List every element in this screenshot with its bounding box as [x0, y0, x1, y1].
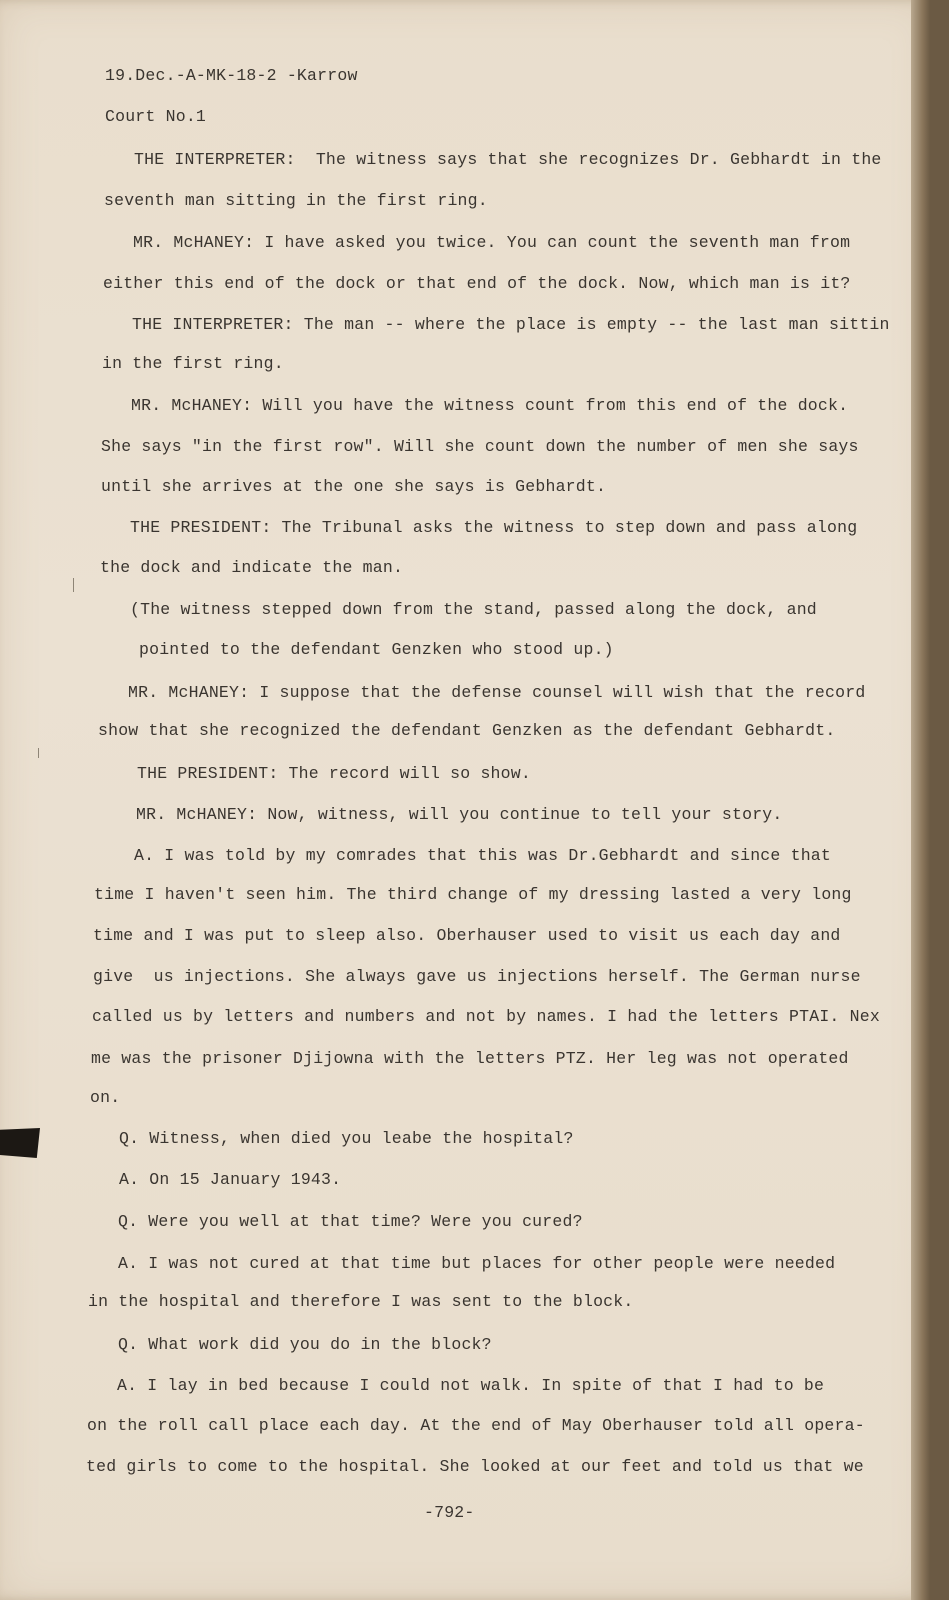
text-line: on the roll call place each day. At the end of May Oberhauser told all opera- [87, 1416, 865, 1435]
text-line: give us injections. She always gave us injections herself. The German nurse [93, 967, 861, 986]
text-line: Q. What work did you do in the block? [118, 1335, 492, 1354]
text-line: A. I was not cured at that time but places for other people were needed [118, 1254, 836, 1273]
text-line: MR. McHANEY: I have asked you twice. You can count the seventh man from [133, 233, 851, 252]
text-line: (The witness stepped down from the stand, passed along the dock, and [130, 600, 817, 619]
text-line: in the first ring. [102, 354, 284, 373]
text-line: A. I was told by my comrades that this was Dr.Gebhardt and since that [134, 846, 832, 865]
text-line: time and I was put to sleep also. Oberhauser used to visit us each day and [93, 926, 841, 945]
text-line: pointed to the defendant Genzken who stood up.) [139, 640, 614, 659]
text-line: THE PRESIDENT: The record will so show. [137, 764, 531, 783]
text-line: in the hospital and therefore I was sent to the block. [88, 1292, 634, 1311]
stray-mark [73, 578, 74, 592]
text-line: time I haven't seen him. The third change of my dressing lasted a very long [94, 885, 852, 904]
court-label: Court No.1 [105, 107, 207, 126]
text-line: me was the prisoner Djijowna with the letters PTZ. Her leg was not operated [91, 1049, 849, 1068]
text-line: Q. Were you well at that time? Were you cured? [118, 1212, 583, 1231]
text-line: THE PRESIDENT: The Tribunal asks the witness to step down and pass along [130, 518, 858, 537]
text-line: the dock and indicate the man. [100, 558, 404, 577]
stray-mark [38, 748, 39, 758]
text-line: seventh man sitting in the first ring. [104, 191, 488, 210]
page-edge [911, 0, 930, 1600]
text-line: either this end of the dock or that end of the dock. Now, which man is it? [103, 274, 851, 293]
text-line: MR. McHANEY: Now, witness, will you continue to tell your story. [136, 805, 783, 824]
text-line: Q. Witness, when died you leabe the hospital? [119, 1129, 574, 1148]
text-line: A. I lay in bed because I could not walk. In spite of that I had to be [117, 1376, 825, 1395]
text-line: A. On 15 January 1943. [119, 1170, 342, 1189]
text-line: called us by letters and numbers and not by names. I had the letters PTAI. Nex [92, 1007, 880, 1026]
text-line: MR. McHANEY: I suppose that the defense counsel will wish that the record [128, 683, 866, 702]
text-line: on. [90, 1088, 121, 1107]
text-line: show that she recognized the defendant Genzken as the defendant Gebhardt. [98, 721, 836, 740]
header-reference: 19.Dec.-A-MK-18-2 -Karrow [105, 66, 358, 85]
text-line: until she arrives at the one she says is Gebhardt. [101, 477, 607, 496]
text-line: THE INTERPRETER: The witness says that she recognizes Dr. Gebhardt in the [134, 150, 882, 169]
text-line: MR. McHANEY: Will you have the witness count from this end of the dock. [131, 396, 849, 415]
text-line: THE INTERPRETER: The man -- where the place is empty -- the last man sittin [132, 315, 890, 334]
text-line: ted girls to come to the hospital. She looked at our feet and told us that we [86, 1457, 864, 1476]
text-line: She says "in the first row". Will she count down the number of men she says [101, 437, 859, 456]
page-number: -792- [424, 1503, 475, 1522]
binder-tab [0, 1128, 40, 1158]
